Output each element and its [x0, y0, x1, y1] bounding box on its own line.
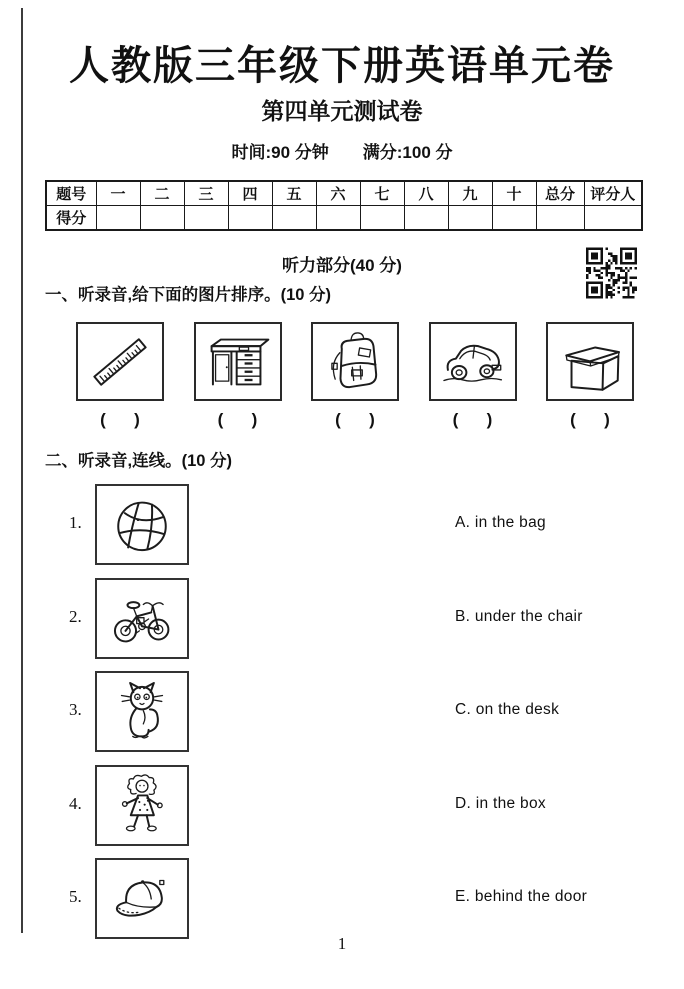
question-1-answer-brackets [76, 410, 634, 430]
score-cell-empty [316, 206, 360, 231]
match-item-2 [45, 578, 641, 656]
exam-meta [44, 138, 640, 163]
score-cell-empty [96, 206, 140, 231]
score-table-header-cell: 总分 [536, 181, 584, 206]
score-table-header-cell: 六 [316, 181, 360, 206]
answer-bracket[interactable]: ( ) [452, 410, 493, 429]
item-number: 1. [69, 513, 82, 532]
score-table-header-cell: 四 [228, 181, 272, 206]
picture-box-cap [95, 858, 189, 939]
full-score-label: 满分:100 分 [362, 143, 453, 162]
picture-box-cat [95, 671, 189, 752]
score-cell-empty [584, 206, 642, 231]
score-table-header-cell: 一 [96, 181, 140, 206]
match-item-5 [45, 858, 641, 936]
listening-section-title: 听力部分(40 分) [282, 256, 402, 275]
score-cell-empty [492, 206, 536, 231]
qr-code [586, 247, 637, 299]
score-table-header-cell: 二 [140, 181, 184, 206]
score-table-header-cell: 题号 [46, 181, 96, 206]
item-number: 3. [69, 700, 82, 719]
question-1-title: 一、听录音,给下面的图片排序。(10 分) [45, 286, 332, 304]
page-title: 人教版三年级下册英语单元卷 [69, 44, 615, 88]
score-table-header-cell: 评分人 [584, 181, 642, 206]
answer-bracket[interactable]: ( ) [570, 410, 610, 429]
picture-box-ruler [76, 322, 164, 401]
desk-image [202, 329, 274, 395]
match-option-e[interactable]: E. behind the door [455, 888, 588, 905]
schoolbag-image [319, 329, 391, 395]
match-option-d[interactable]: D. in the box [455, 795, 546, 812]
answer-bracket[interactable]: ( ) [335, 410, 375, 429]
question-2-title: 二、听录音,连线。(10 分) [45, 452, 233, 470]
score-row-label: 得分 [46, 206, 96, 231]
match-option-b[interactable]: B. under the chair [455, 608, 583, 625]
time-limit-label: 时间:90 分钟 [231, 143, 329, 162]
picture-box-car [429, 322, 517, 401]
answer-bracket[interactable]: ( ) [100, 410, 140, 429]
box-image [554, 329, 626, 395]
match-item-4 [45, 765, 641, 843]
score-table-score-row [46, 206, 642, 231]
score-cell-empty [536, 206, 584, 231]
picture-box-doll [95, 765, 189, 846]
score-table-header-row [46, 181, 642, 206]
match-item-1 [45, 484, 641, 562]
item-number: 4. [69, 794, 82, 813]
bicycle-image [104, 586, 180, 652]
car-image [437, 329, 509, 395]
score-cell-empty [272, 206, 316, 231]
doll-image [104, 773, 180, 839]
score-table-header-cell: 七 [360, 181, 404, 206]
picture-box-bicycle [95, 578, 189, 659]
score-cell-empty [404, 206, 448, 231]
cat-image [104, 679, 180, 745]
cap-image [104, 866, 180, 932]
picture-box-ball [95, 484, 189, 565]
score-cell-empty [184, 206, 228, 231]
match-item-3 [45, 671, 641, 749]
score-table-header-cell: 九 [448, 181, 492, 206]
page-number: 1 [337, 934, 347, 953]
match-option-c[interactable]: C. on the desk [455, 701, 560, 718]
item-number: 2. [69, 607, 82, 626]
score-cell-empty [140, 206, 184, 231]
picture-box-box [546, 322, 634, 401]
picture-box-schoolbag [311, 322, 399, 401]
ruler-image [84, 329, 156, 395]
score-table-header-cell: 五 [272, 181, 316, 206]
score-cell-empty [360, 206, 404, 231]
match-option-a[interactable]: A. in the bag [455, 514, 546, 531]
score-table [45, 180, 643, 231]
question-1-picture-row [76, 322, 634, 401]
score-table-header-cell: 十 [492, 181, 536, 206]
score-table-header-cell: 八 [404, 181, 448, 206]
answer-bracket[interactable]: ( ) [217, 410, 258, 429]
picture-box-desk [194, 322, 282, 401]
page-left-margin-line [21, 8, 23, 933]
ball-image [104, 492, 180, 558]
unit-subtitle: 第四单元测试卷 [261, 98, 423, 124]
item-number: 5. [69, 887, 82, 906]
score-cell-empty [448, 206, 492, 231]
score-table-header-cell: 三 [184, 181, 228, 206]
score-cell-empty [228, 206, 272, 231]
